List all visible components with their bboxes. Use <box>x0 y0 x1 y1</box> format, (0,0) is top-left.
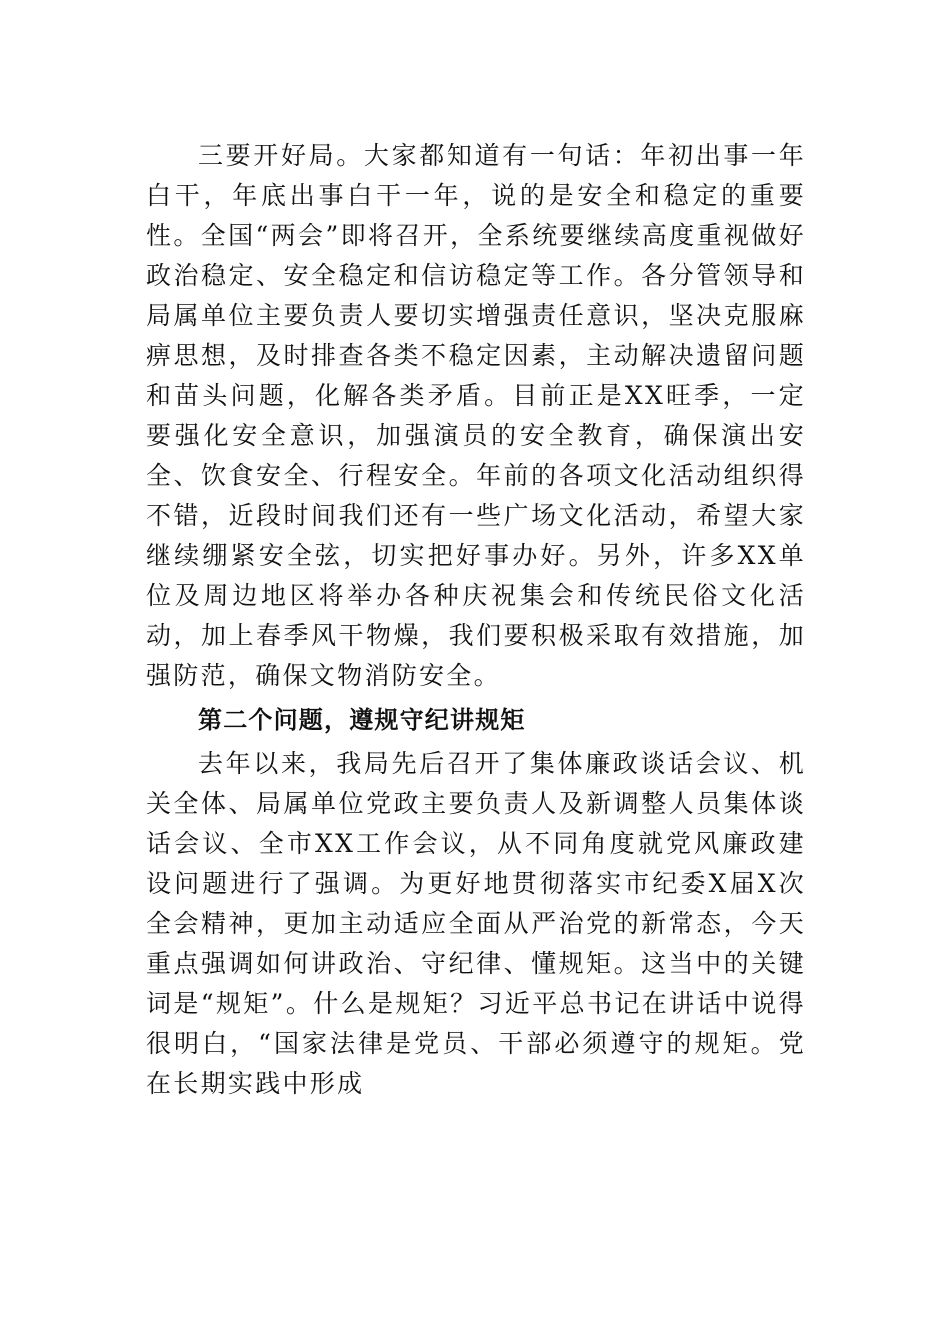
section-heading: 第二个问题，遵规守纪讲规矩 <box>198 706 526 734</box>
paragraph-safety-stability: 三要开好局。大家都知道有一句话：年初出事一年白干，年底出事白干一年，说的是安全和稳定的重要性。全国“两会”即将召开，全系统要继续高度重视做好政治稳定、安全稳定和信访稳定等工作。各分管领导和局属单位主要负责人要切实增强责任意识，坚决克服麻痹思想，及时排查各类不稳定因素，主动解决遗留问题和苗头问题，化解各类矛盾。目前正是XX旺季，一定要强化安全意识，加强演员的安全教育，确保演出安全、饮食安全、行程安全。年前的各项文化活动组织得不错，近段时间我们还有一些广场文化活动，希望大家继续绷紧安全弦，切实把好事办好。另外，许多XX单位及周边地区将举办各种庆祝集会和传统民俗文化活动，加上春季风干物燥，我们要积极采取有效措施，加强防范，确保文物消防安全。 <box>146 141 806 690</box>
paragraph-discipline-rules: 去年以来，我局先后召开了集体廉政谈话会议、机关全体、局属单位党政主要负责人及新调整人员集体谈话会议、全市XX工作会议，从不同角度就党风廉政建设问题进行了强调。为更好地贯彻落实市纪委X届X次全会精神，更加主动适应全面从严治党的新常态，今天重点强调如何讲政治、守纪律、懂规矩。这当中的关键词是“规矩”。什么是规矩？习近平总书记在讲话中说得很明白，“国家法律是党员、干部必须遵守的规矩。党在长期实践中形成 <box>146 749 806 1098</box>
document-page <box>146 136 806 1104</box>
